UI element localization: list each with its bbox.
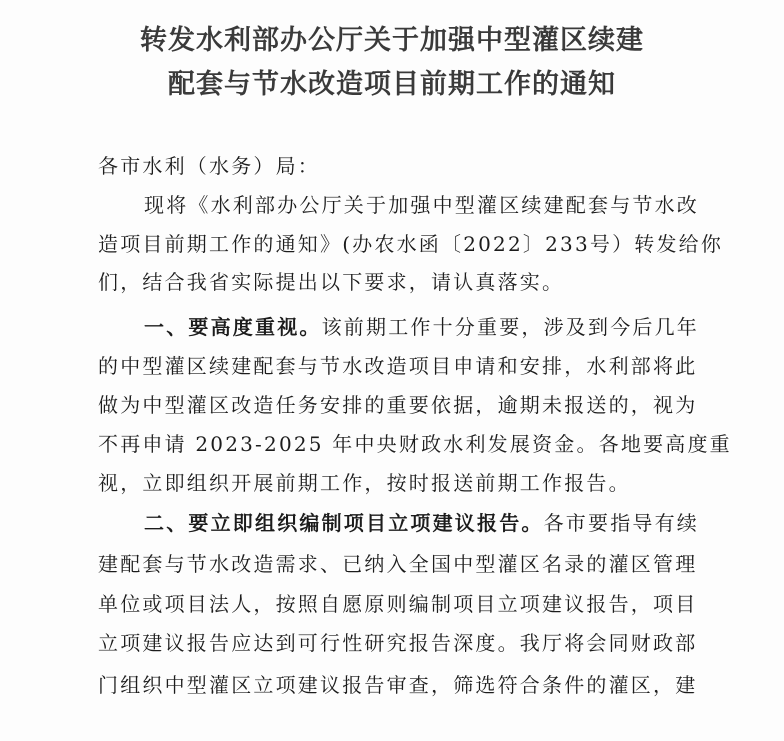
section-1-line-2: 的中型灌区续建配套与节水改造项目申请和安排，水利部将此	[98, 354, 698, 378]
section-1-heading: 一、要高度重视。	[144, 315, 322, 339]
intro-line-2: 造项目前期工作的通知》(办农水函〔2022〕233号）转发给你	[98, 232, 724, 256]
intro-line-3: 们，结合我省实际提出以下要求，请认真落实。	[98, 270, 565, 294]
section-1-line-1	[144, 314, 699, 340]
document-title-line-1: 转发水利部办公厅关于加强中型灌区续建	[140, 25, 644, 56]
intro-line-1: 现将《水利部办公厅关于加强中型灌区续建配套与节水改	[144, 193, 699, 217]
section-2-heading: 二、要立即组织编制项目立项建议报告。	[144, 511, 544, 535]
section-2-line-2: 建配套与节水改造需求、已纳入全国中型灌区名录的灌区管理	[98, 552, 698, 576]
section-1-line-4: 不再申请 2023-2025 年中央财政水利发展资金。各地要高度重	[98, 432, 732, 456]
section-2-line-4: 立项建议报告应达到可行性研究报告深度。我厅将会同财政部	[98, 631, 698, 655]
section-1-line-5: 视，立即组织开展前期工作，按时报送前期工作报告。	[98, 471, 631, 495]
section-1-line-1-text: 该前期工作十分重要，涉及到今后几年	[321, 315, 700, 339]
section-2-line-5: 门组织中型灌区立项建议报告审查，筛选符合条件的灌区，建	[98, 673, 698, 697]
document-title-line-2: 配套与节水改造项目前期工作的通知	[168, 69, 616, 100]
salutation: 各市水利（水务）局：	[98, 154, 320, 178]
section-1-line-3: 做为中型灌区改造任务安排的重要依据，逾期未报送的，视为	[98, 393, 698, 417]
section-2-line-1-text: 各市要指导有续	[543, 511, 700, 535]
section-2-line-3: 单位或项目法人，按照自愿原则编制项目立项建议报告，项目	[98, 592, 698, 616]
section-2-line-1	[144, 510, 699, 536]
